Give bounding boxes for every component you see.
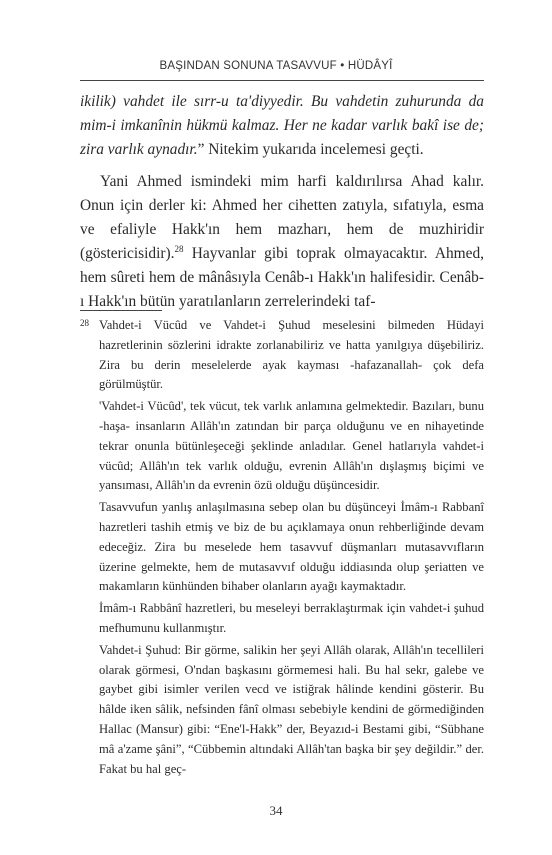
paragraph-2-part-b: Hayvanlar gibi toprak olmayacaktır. Ahmed, hem sûreti hem de mânâsıyla Cenâb-ı Hakk'ın halifesidir. Cenâb-ı Hakk'ın bütün yaratılanların zerrelerindeki taf- <box>80 245 484 310</box>
main-text <box>80 90 484 314</box>
page-number: 34 <box>269 803 283 818</box>
footnote-paragraph <box>80 316 484 395</box>
paragraph-1 <box>80 90 484 162</box>
header-divider <box>80 80 484 81</box>
italic-quote: ikilik) vahdet ile sırr-u ta'diyyedir. Bu vahdetin zuhurunda da mim-i imkanînin hükmü kalmaz. Her ne kadar varlık bakî ise de; zira varlık aynadır. <box>80 93 484 158</box>
paragraph-2-part-a: Yani Ahmed ismindeki mim harfi kaldırılırsa Ahad kalır. Onun için derler ki: Ahmed her cihetten zatıyla, sıfatıyla, esma ve efaliyle Hakk'ın hem mazharı, hem de muzhiridir (göstericisidir). <box>80 173 484 262</box>
running-header: BAŞINDAN SONUNA TASAVVUF • HÜDÂYÎ <box>159 60 393 72</box>
footnote-number: 28 <box>80 318 89 328</box>
paragraph-2 <box>80 170 484 314</box>
footnote-reference: 28 <box>174 243 184 254</box>
footnote-divider <box>80 310 162 311</box>
paragraph-1-tail: ” Nitekim yukarıda incelemesi geçti. <box>197 141 424 158</box>
footnote-paragraph: 'Vahdet-i Vücûd', tek vücut, tek varlık anlamına gelmektedir. Bazıları, bunu -haşa- insanların Allâh'ın zatından bir parça olduğunu ve en nihayetinde tekrar onunla bütünleşeceği şeklinde anladılar. Genel hatlarıyla vahdet-i vücûd; Allâh'ın tek varlık olduğu, evrenin Allâh'ın dışlaşmış biçimi ve yansıması, Allâh'ın da evrenin özü olduğu düşüncesidir. <box>99 399 484 493</box>
footnote-text: Vahdet-i Vücûd ve Vahdet-i Şuhud meselesini bilmeden Hüdayi hazretlerinin sözlerini idrakte zorlanabiliriz ve hatta yanılgıya düşebiliriz. Zira bu derin meselelerde ayak kayması -hafazanallah- çok defa görülmüştür. <box>99 318 484 392</box>
footnote-paragraph: Vahdet-i Şuhud: Bir görme, salikin her şeyi Allâh olarak, Allâh'ın tecellileri olarak görmesi, O'ndan başkasını görmemesi hali. Bu hal sekr, galebe ve gaybet gibi isimler verilen vecd ve istiğrak hâlinde kendini gösterir. Bu hâlde iken sâlik, nefsinden fânî olması sebebiyle kendini de görmediğinden Hallac (Mansur) gibi: “Ene'l-Hakk” der, Beyazıd-i Bestami gibi, “Sübhane mâ a'zame şâni”, “Cübbemin altındaki Allâh'tan başka bir şey değildir.” der. Fakat bu hal geç- <box>99 642 484 776</box>
footnote-paragraph: İmâm-ı Rabbânî hazretleri, bu meseleyi berraklaştırmak için vahdet-i şuhud mefhumunu kullanmıştır. <box>99 601 484 635</box>
footnote-paragraph: Tasavvufun yanlış anlaşılmasına sebep olan bu düşünceyi İmâm-ı Rabbanî hazretleri tashih etmiş ve biz de bu açıklamaya onun rehberliğinde devam edeceğiz. Zira bu meselede hem tasavvuf düşmanları mutasavvıfların üzerine gelmekte, hem de mutasavvıf olduğu iddiasında olup şeriatten ve makamların künhünden bihaber olanların ayağı kaymaktadır. <box>99 500 484 594</box>
footnote-block <box>80 316 484 781</box>
